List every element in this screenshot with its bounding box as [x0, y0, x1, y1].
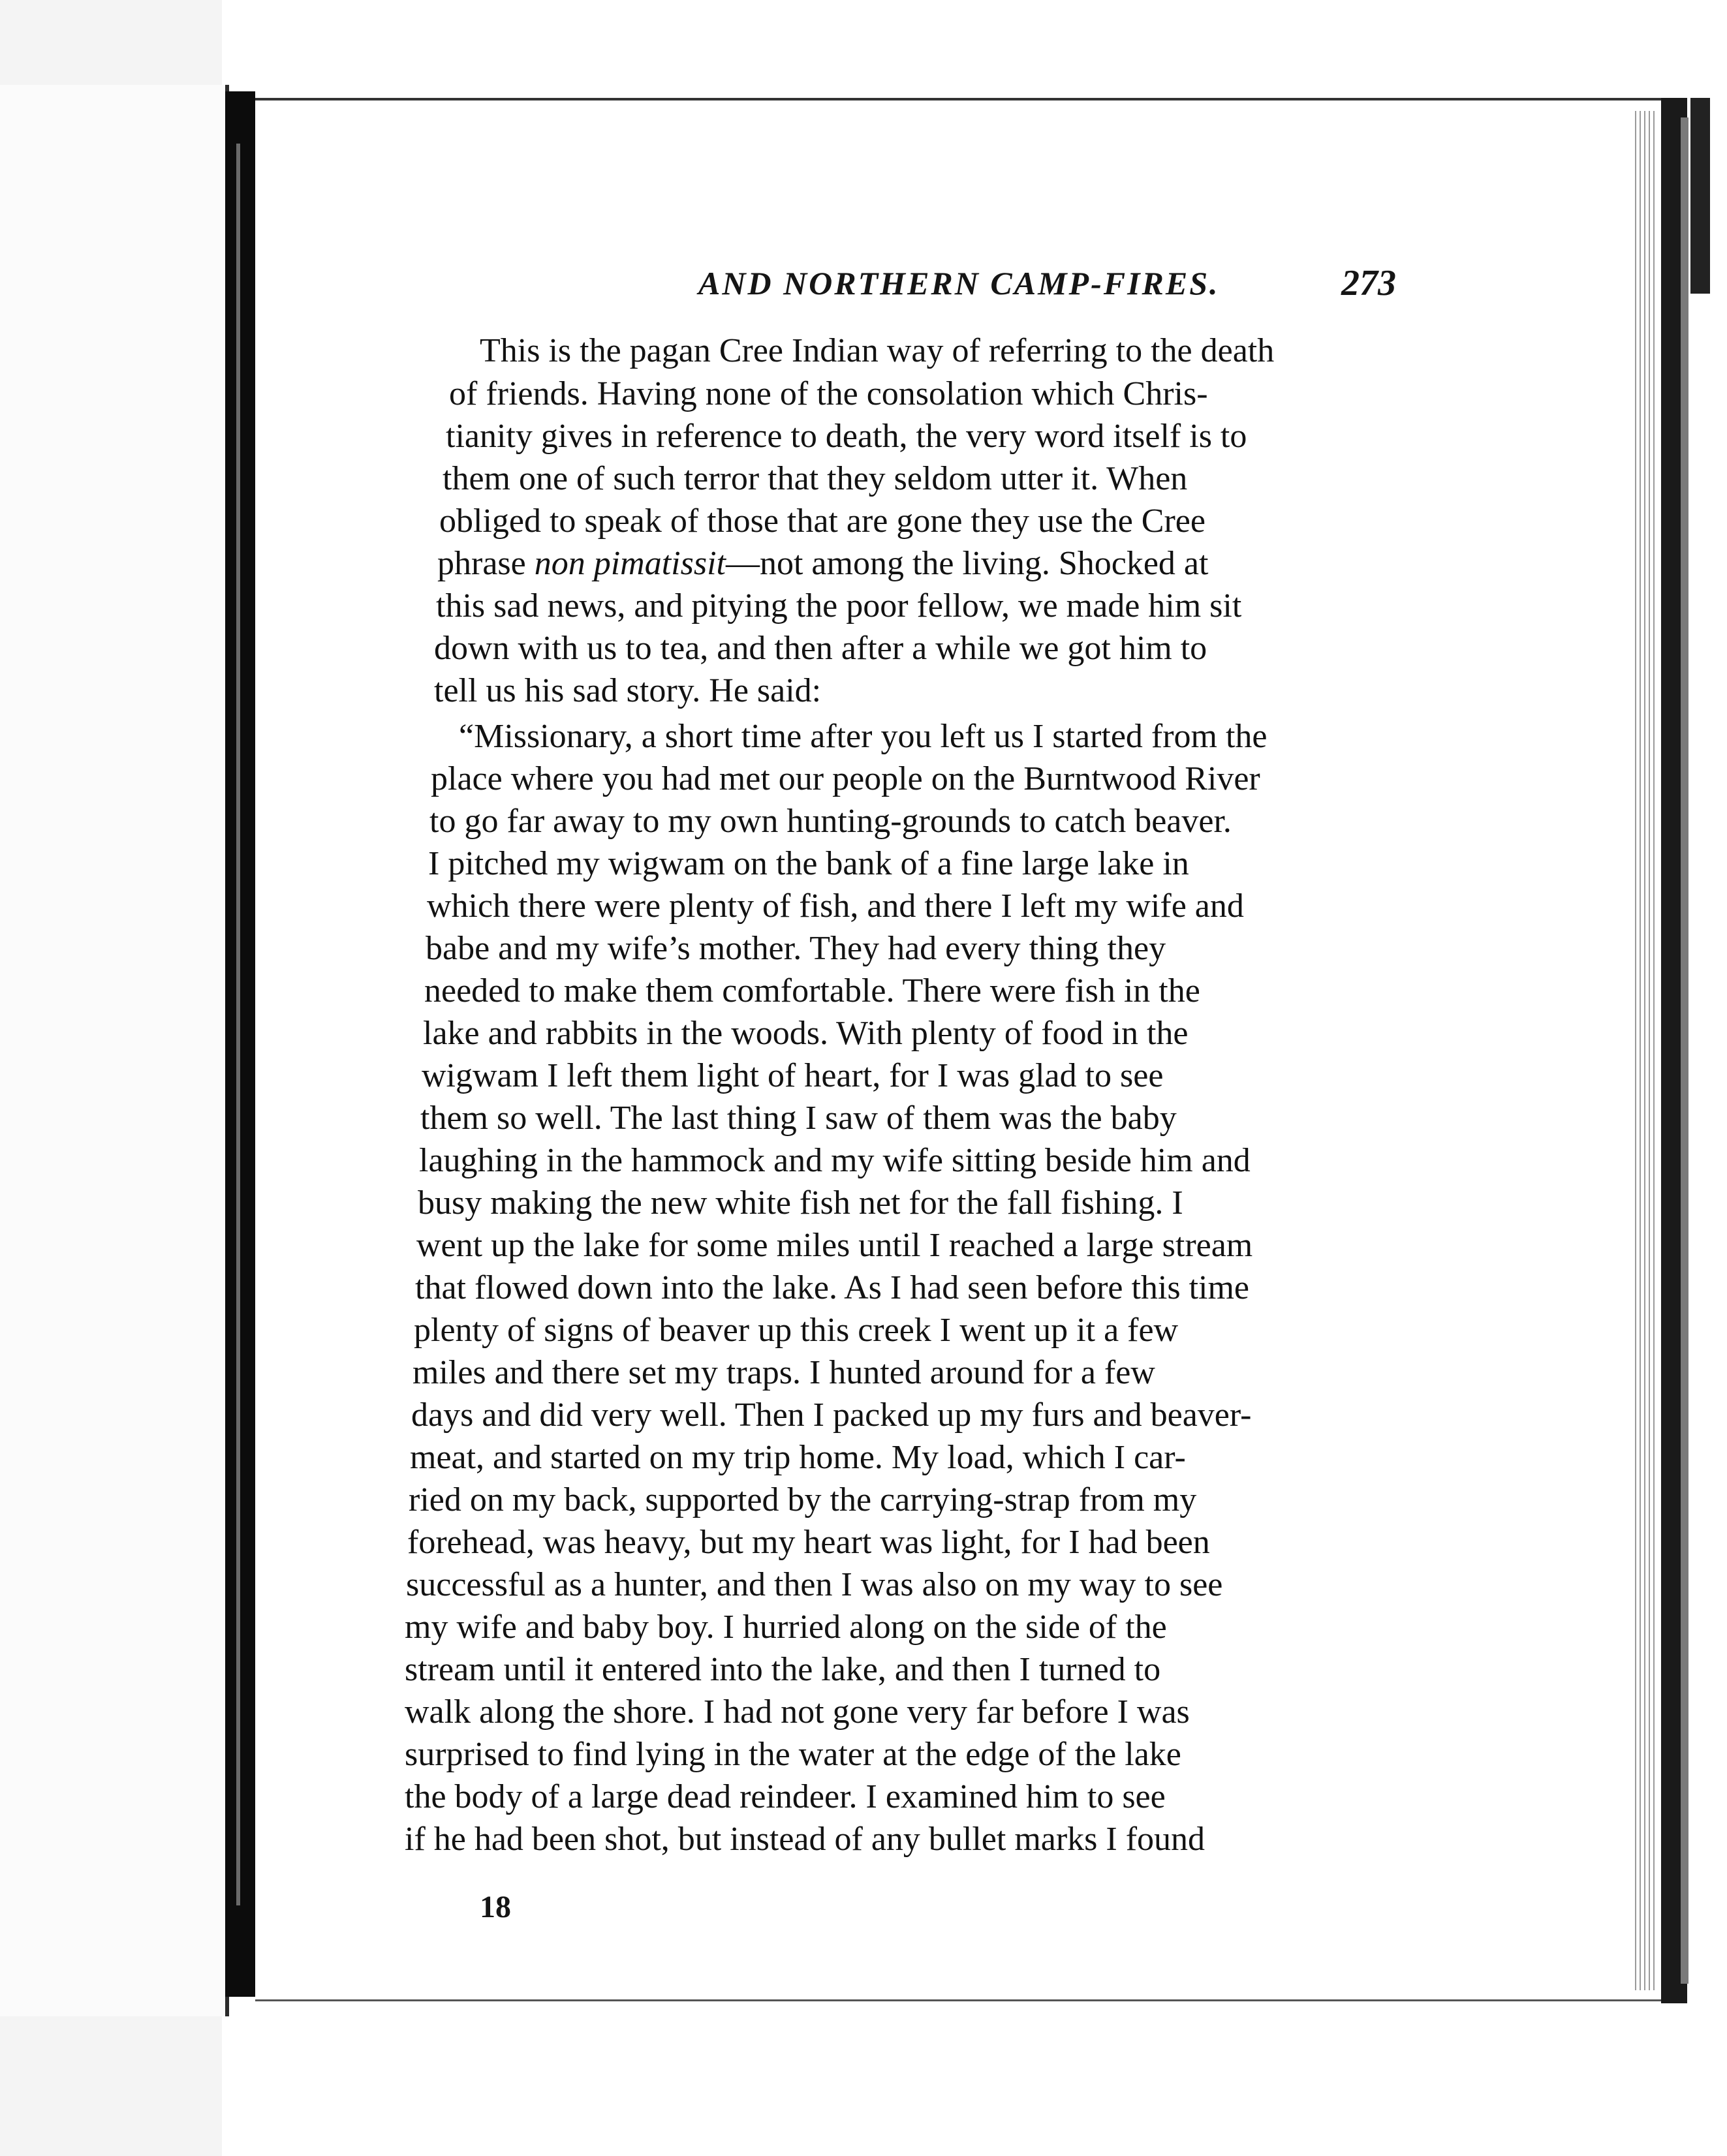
text-line: went up the lake for some miles until I reached a large stream: [416, 1227, 1253, 1264]
text-line: successful as a hunter, and then I was also on my way to see: [406, 1566, 1223, 1603]
text-line: my wife and baby boy. I hurried along on the side of the: [405, 1609, 1167, 1646]
text-line: days and did very well. Then I packed up my furs and beaver-: [411, 1396, 1252, 1434]
text-line: that flowed down into the lake. As I had seen before this time: [415, 1269, 1250, 1306]
text-line: forehead, was heavy, but my heart was light, for I had been: [407, 1524, 1210, 1561]
page-number: 273: [1341, 263, 1396, 303]
text-line: This is the pagan Cree Indian way of referring to the death: [480, 332, 1275, 369]
text-line: “Missionary, a short time after you left us I started from the: [459, 718, 1268, 755]
text-line: wigwam I left them light of heart, for I was glad to see: [422, 1057, 1164, 1094]
text-line: surprised to find lying in the water at the edge of the lake: [405, 1736, 1181, 1773]
text-line: walk along the shore. I had not gone very far before I was: [405, 1693, 1190, 1731]
text-line: this sad news, and pitying the poor fellow, we made him sit: [436, 587, 1242, 624]
text-line: if he had been shot, but instead of any bullet marks I found: [405, 1821, 1206, 1858]
text-line: babe and my wife’s mother. They had every thing they: [426, 930, 1166, 967]
book-gutter: [225, 91, 255, 1997]
text-line: needed to make them comfortable. There were fish in the: [424, 972, 1200, 1009]
text-fragment: phrase: [437, 545, 526, 582]
text-line: stream until it entered into the lake, and then I turned to: [405, 1651, 1161, 1688]
text-line: tianity gives in reference to death, the very word itself is to: [446, 418, 1247, 455]
text-line: lake and rabbits in the woods. With plenty of food in the: [423, 1015, 1189, 1052]
text-line: them so well. The last thing I saw of them was the baby: [420, 1100, 1177, 1137]
cree-phrase: non pimatissit: [534, 545, 726, 582]
gutter-highlight: [236, 144, 240, 1905]
text-line: of friends. Having none of the consolation which Chris-: [449, 375, 1208, 412]
page-edges: [1632, 111, 1658, 1990]
text-line: I pitched my wigwam on the bank of a fine large lake in: [428, 845, 1189, 882]
text-line: which there were plenty of fish, and there I left my wife and: [427, 887, 1244, 925]
text-line: place where you had met our people on the Burntwood River: [431, 760, 1260, 797]
text-line: obliged to speak of those that are gone they use the Cree: [439, 502, 1206, 540]
text-line: busy making the new white fish net for the fall fishing. I: [418, 1184, 1183, 1222]
running-head: AND NORTHERN CAMP-FIRES.: [698, 265, 1220, 301]
signature-mark: 18: [480, 1890, 511, 1924]
text-line: to go far away to my own hunting-grounds to catch beaver.: [429, 803, 1232, 840]
corner-shadow: [1690, 98, 1710, 294]
text-line: the body of a large dead reindeer. I examined him to see: [405, 1778, 1166, 1815]
text-line: plenty of signs of beaver up this creek I went up it a few: [414, 1312, 1179, 1349]
text-line: tell us his sad story. He said:: [434, 672, 822, 709]
text-line: meat, and started on my trip home. My load, which I car-: [410, 1439, 1186, 1476]
text-line: them one of such terror that they seldom utter it. When: [443, 460, 1188, 497]
text-line: laughing in the hammock and my wife sitting beside him and: [419, 1142, 1251, 1179]
text-line: down with us to tea, and then after a while we got him to: [434, 630, 1207, 667]
text-line: ried on my back, supported by the carrying-strap from my: [409, 1481, 1197, 1518]
text-line: [437, 547, 1208, 581]
right-edge-highlight: [1681, 117, 1688, 1984]
left-page-edge: [0, 85, 229, 2016]
text-line: miles and there set my traps. I hunted around for a few: [412, 1354, 1155, 1391]
text-fragment: —not among the living. Shocked at: [725, 545, 1209, 582]
